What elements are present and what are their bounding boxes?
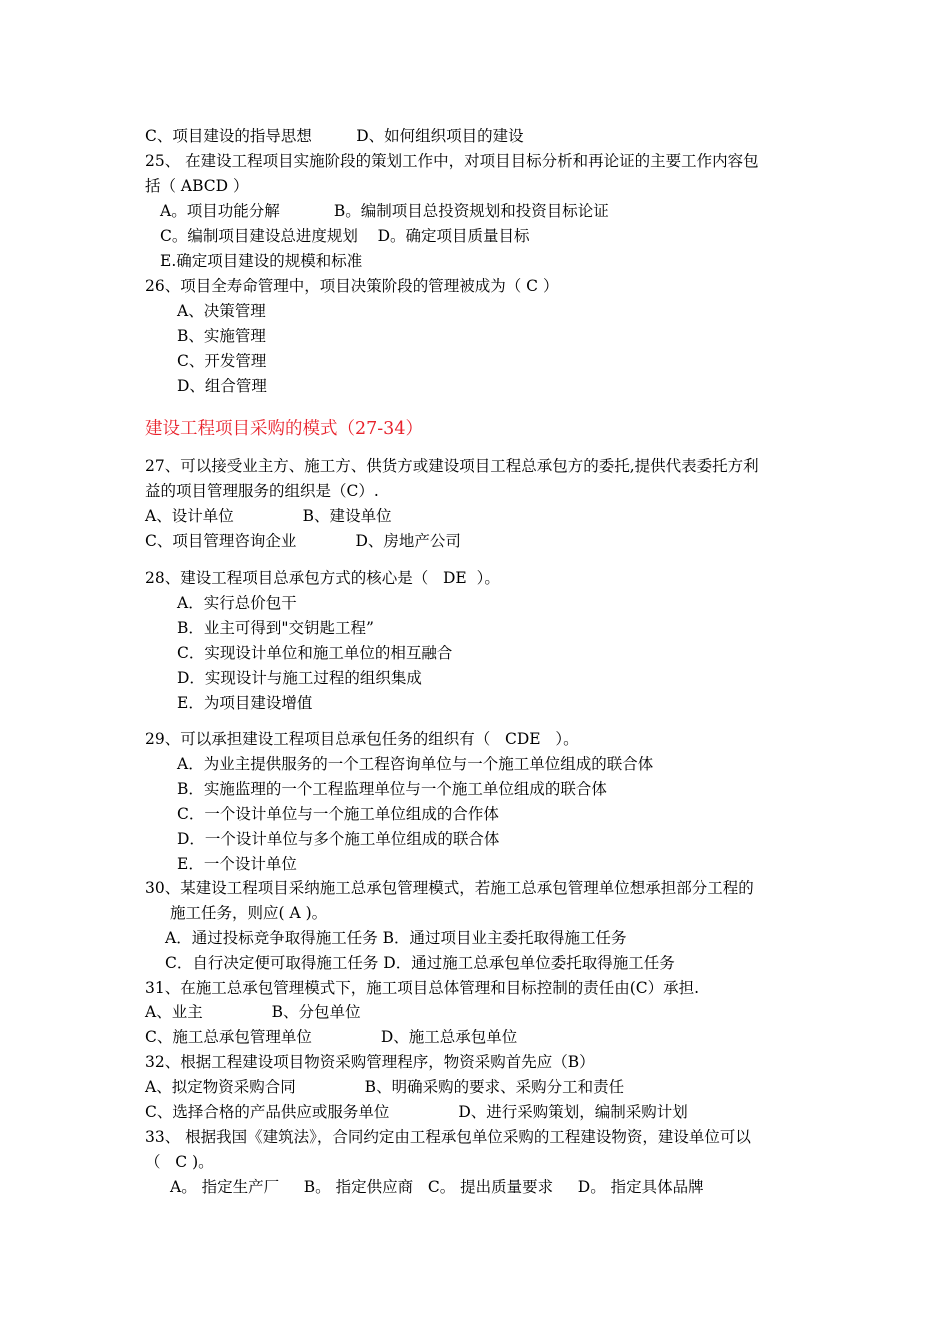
q28-option-e: E．为项目建设增值	[177, 694, 313, 712]
q25-question: 25、 在建设工程项目实施阶段的策划工作中，对项目目标分析和再论证的主要工作内容包	[145, 152, 759, 170]
q30-options-cd: C．自行决定便可取得施工任务 D．通过施工总承包单位委托取得施工任务	[165, 954, 675, 972]
q26-option-c: C、开发管理	[177, 352, 267, 370]
q29-question: 29、可以承担建设工程项目总承包任务的组织有（ CDE ）。	[145, 730, 579, 748]
q29-option-e: E．一个设计单位	[177, 855, 297, 873]
q26-option-a: A、决策管理	[177, 302, 266, 320]
q28-option-b: B．业主可得到"交钥匙工程”	[177, 619, 374, 637]
q29-option-d: D．一个设计单位与多个施工单位组成的联合体	[177, 830, 500, 848]
q30-options-ab: A．通过投标竞争取得施工任务 B．通过项目业主委托取得施工任务	[165, 929, 627, 947]
q33-options: A。 指定生产厂 B。 指定供应商 C。 提出质量要求 D。 指定具体品牌	[170, 1178, 704, 1196]
q33-question: 33、 根据我国《建筑法》，合同约定由工程承包单位采购的工程建设物资，建设单位可以	[145, 1128, 751, 1146]
q25-option-e: E.确定项目建设的规模和标准	[160, 252, 363, 270]
q27-options-ab: A、设计单位 B、建设单位	[145, 507, 392, 525]
q30-question-cont: 施工任务，则应( A )。	[170, 904, 328, 922]
q28-option-d: D．实现设计与施工过程的组织集成	[177, 669, 422, 687]
q31-options-cd: C、施工总承包管理单位 D、施工总承包单位	[145, 1028, 518, 1046]
q28-option-c: C．实现设计单位和施工单位的相互融合	[177, 644, 453, 662]
q27-options-cd: C、项目管理咨询企业 D、房地产公司	[145, 532, 461, 550]
q26-option-d: D、组合管理	[177, 377, 267, 395]
q32-question: 32、根据工程建设项目物资采购管理程序，物资采购首先应（B）	[145, 1053, 595, 1071]
q26-question: 26、项目全寿命管理中，项目决策阶段的管理被成为（ C ）	[145, 277, 559, 295]
q32-options-ab: A、拟定物资采购合同 B、明确采购的要求、采购分工和责任	[145, 1078, 625, 1096]
q26-option-b: B、实施管理	[177, 327, 266, 345]
q25-answer: 括（ ABCD ）	[145, 177, 249, 195]
section-heading: 建设工程项目采购的模式（27-34）	[145, 419, 423, 439]
q29-option-b: B．实施监理的一个工程监理单位与一个施工单位组成的联合体	[177, 780, 607, 798]
q25-options-ab: A。项目功能分解 B。编制项目总投资规划和投资目标论证	[160, 202, 609, 220]
q29-option-a: A．为业主提供服务的一个工程咨询单位与一个施工单位组成的联合体	[177, 755, 654, 773]
q32-options-cd: C、选择合格的产品供应或服务单位 D、进行采购策划，编制采购计划	[145, 1103, 688, 1121]
q28-question: 28、建设工程项目总承包方式的核心是（ DE ）。	[145, 569, 500, 587]
q29-option-c: C．一个设计单位与一个施工单位组成的合作体	[177, 805, 499, 823]
q31-options-ab: A、业主 B、分包单位	[145, 1003, 361, 1021]
q24-options-cd: C、项目建设的指导思想 D、如何组织项目的建设	[145, 127, 524, 145]
q27-question-cont: 益的项目管理服务的组织是（C）.	[145, 482, 379, 500]
q28-option-a: A．实行总价包干	[177, 594, 297, 612]
q33-answer: （ C )。	[145, 1153, 214, 1171]
q31-question: 31、在施工总承包管理模式下，施工项目总体管理和目标控制的责任由(C）承担.	[145, 979, 700, 997]
q25-options-cd: C。编制项目建设总进度规划 D。确定项目质量目标	[160, 227, 530, 245]
q30-question: 30、某建设工程项目采纳施工总承包管理模式，若施工总承包管理单位想承担部分工程的	[145, 879, 754, 897]
q27-question: 27、可以接受业主方、施工方、供货方或建设项目工程总承包方的委托,提供代表委托方利	[145, 457, 759, 475]
